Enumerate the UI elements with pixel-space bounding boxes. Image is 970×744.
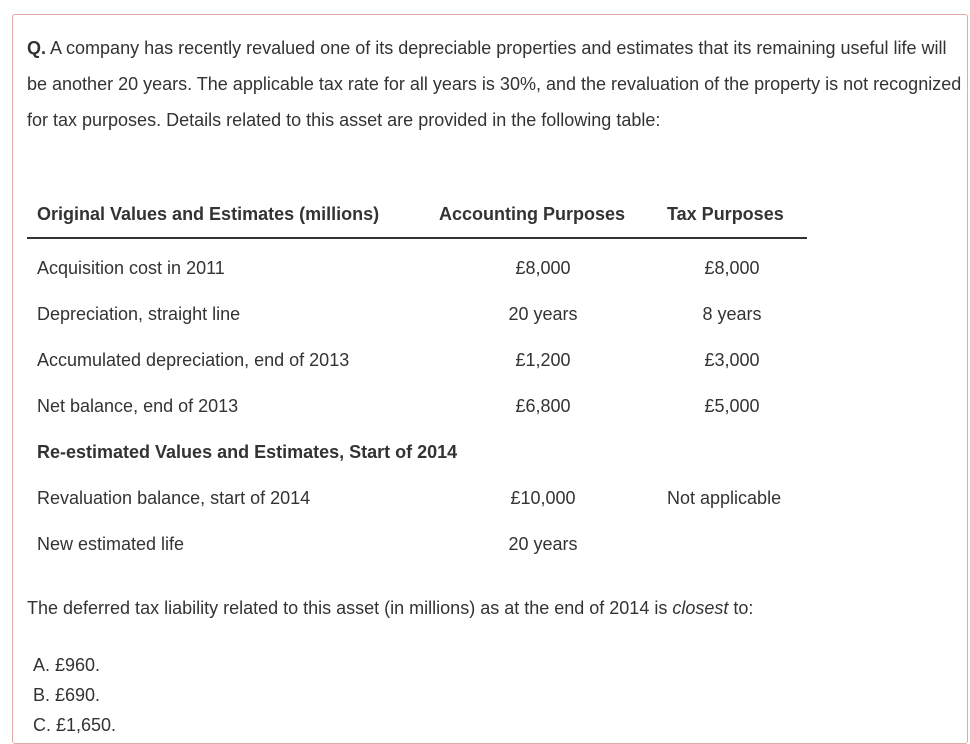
answer-options [33,650,116,740]
table-row [27,238,807,291]
section-heading-row [27,429,807,475]
tax-value: Not applicable [667,487,782,508]
asset-details-table [27,200,807,567]
question-text [27,30,962,138]
prompt-text: The deferred tax liability related to this asset (in millions) as at the end of 2014 is [27,598,673,618]
question-body: A company has recently revalued one of its depreciable properties and estimates that its remaining useful life will be another 20 years. The applicable tax rate for all years is 30%, and the revaluation of the property is not recognized for tax purposes. Details related to this asset are provided in the following table: [27,38,962,130]
prompt-emphasis: closest [672,598,729,618]
table-row [27,291,807,337]
table-header-row [27,200,807,238]
accounting-value: £6,800 [515,395,571,416]
tax-value: £3,000 [704,349,760,370]
table-row [27,521,807,567]
row-label: Revaluation balance, start of 2014 [37,487,311,508]
table-row [27,475,807,521]
tax-value: 8 years [702,303,762,324]
table-row [27,383,807,429]
row-label: Depreciation, straight line [37,303,241,324]
header-original-values: Original Values and Estimates (millions) [27,200,429,238]
table-row [27,337,807,383]
question-prefix: Q. [27,38,47,58]
accounting-value: £8,000 [515,257,571,278]
header-accounting-purposes: Accounting Purposes [429,200,657,238]
option-b[interactable]: B. £690. [33,685,101,705]
accounting-value: £1,200 [515,349,571,370]
row-label: Accumulated depreciation, end of 2013 [37,349,350,370]
tax-value: £8,000 [704,257,760,278]
row-label: New estimated life [37,533,185,554]
section-heading: Re-estimated Values and Estimates, Start of 2014 [37,441,458,462]
accounting-value: 20 years [508,533,578,554]
accounting-value: £10,000 [510,487,576,508]
question-prompt [27,593,753,623]
header-tax-purposes: Tax Purposes [657,200,807,238]
accounting-value: 20 years [508,303,578,324]
tax-value [657,521,807,567]
tax-value: £5,000 [704,395,760,416]
row-label: Net balance, end of 2013 [37,395,239,416]
option-a[interactable]: A. £960. [33,655,101,675]
prompt-suffix: to: [728,598,754,618]
option-c[interactable]: C. £1,650. [33,715,117,735]
row-label: Acquisition cost in 2011 [37,257,225,278]
